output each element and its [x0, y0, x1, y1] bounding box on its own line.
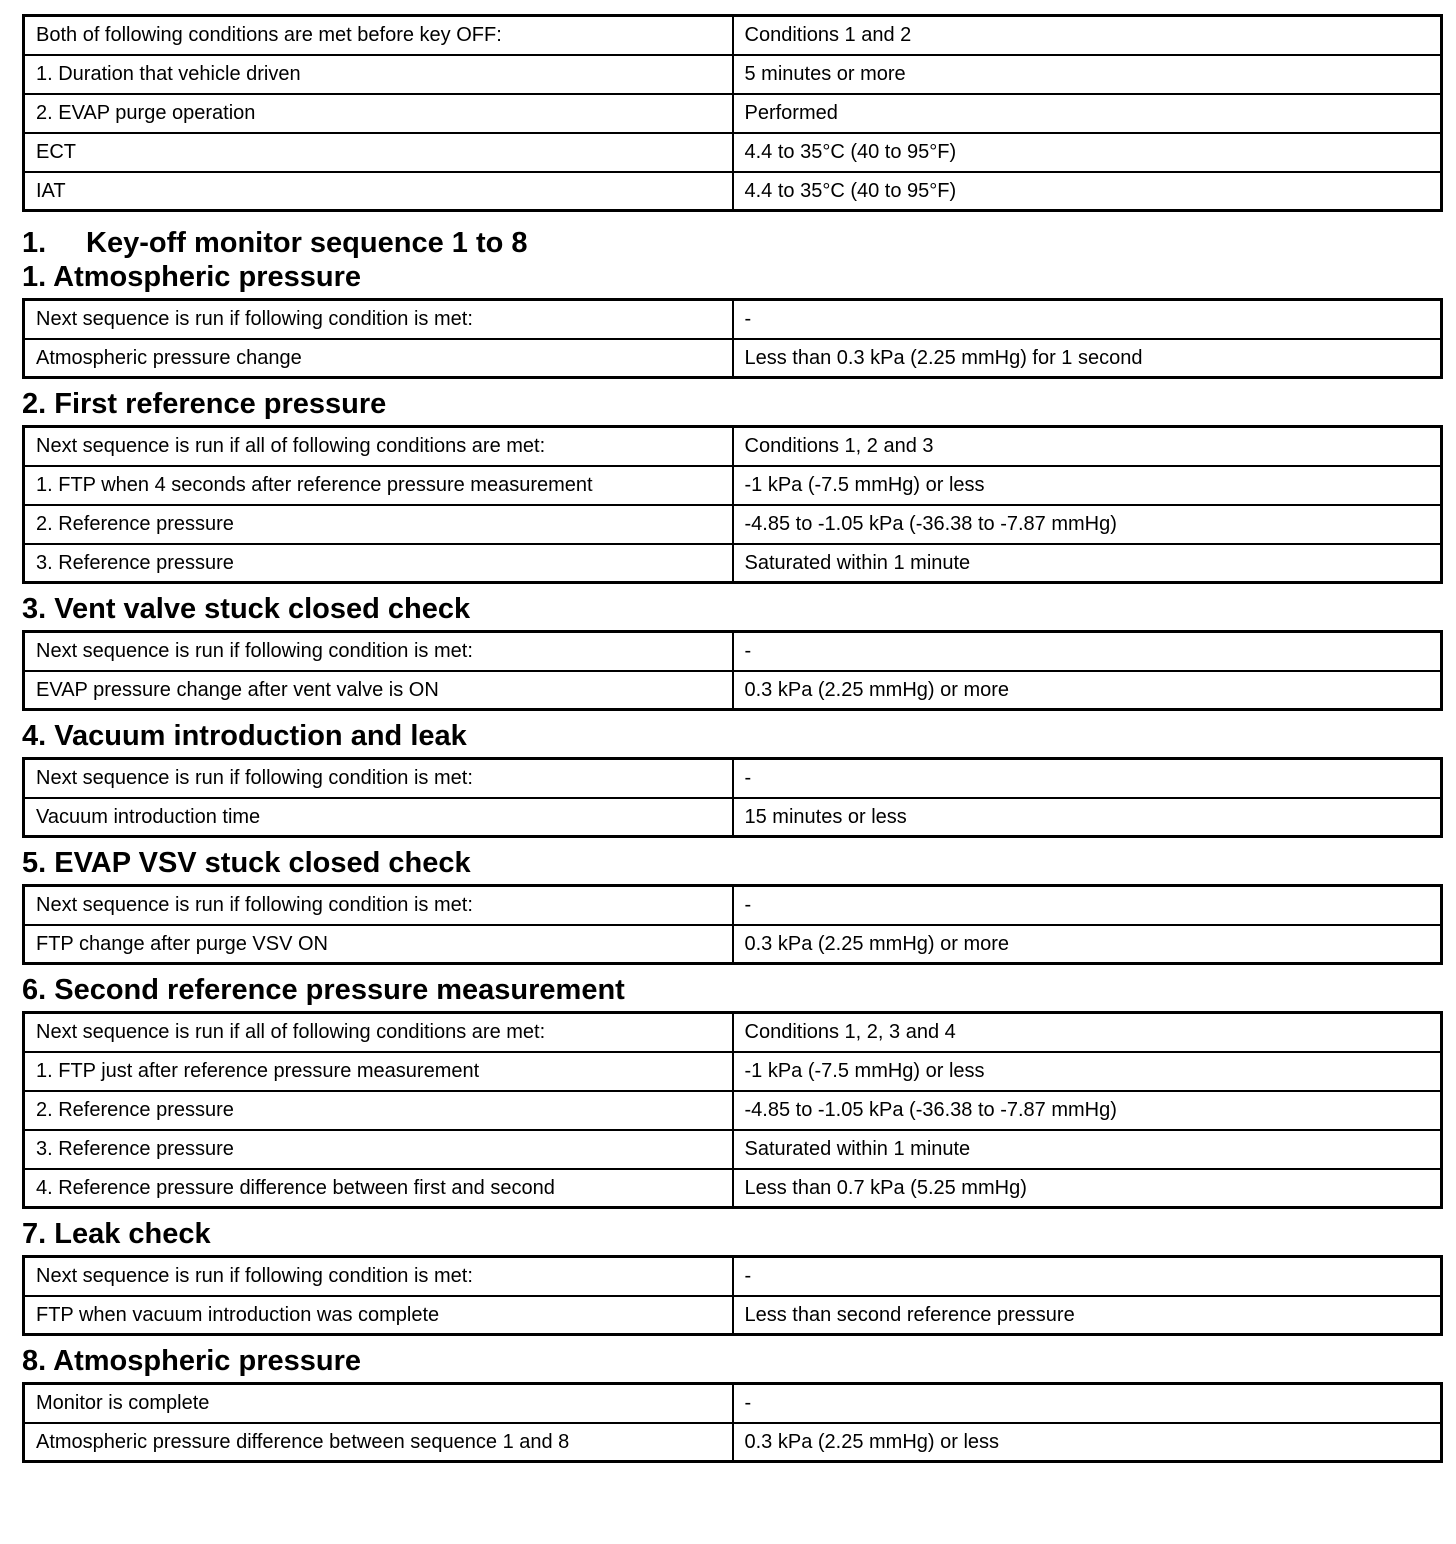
- condition-cell: Next sequence is run if all of following conditions are met:: [24, 427, 733, 466]
- condition-cell: Next sequence is run if following condition is met:: [24, 300, 733, 339]
- section-title: 5. EVAP VSV stuck closed check: [22, 847, 471, 879]
- value-cell: -4.85 to -1.05 kPa (-36.38 to -7.87 mmHg): [733, 1091, 1442, 1130]
- condition-cell: Atmospheric pressure change: [24, 339, 733, 378]
- table-row: [24, 1257, 1442, 1296]
- condition-cell: Next sequence is run if following condition is met:: [24, 1257, 733, 1296]
- table-row: [24, 505, 1442, 544]
- table-row: [24, 1013, 1442, 1052]
- condition-cell: 2. EVAP purge operation: [24, 94, 733, 133]
- section-title: 7. Leak check: [22, 1218, 211, 1250]
- condition-cell: Vacuum introduction time: [24, 798, 733, 837]
- main-heading-number: 1.: [22, 227, 47, 259]
- condition-cell: Next sequence is run if following condition is met:: [24, 632, 733, 671]
- condition-cell: 1. Duration that vehicle driven: [24, 55, 733, 94]
- condition-cell: 1. FTP when 4 seconds after reference pressure measurement: [24, 466, 733, 505]
- table-row: [24, 1091, 1442, 1130]
- value-cell: -1 kPa (-7.5 mmHg) or less: [733, 466, 1442, 505]
- value-cell: Conditions 1 and 2: [733, 16, 1442, 55]
- sequence-table: [22, 884, 1443, 965]
- value-cell: Performed: [733, 94, 1442, 133]
- table-row: [24, 427, 1442, 466]
- value-cell: Less than second reference pressure: [733, 1296, 1442, 1335]
- table-row: [24, 798, 1442, 837]
- value-cell: Less than 0.3 kPa (2.25 mmHg) for 1 second: [733, 339, 1442, 378]
- section-title: 8. Atmospheric pressure: [22, 1345, 361, 1377]
- table-row: [24, 759, 1442, 798]
- value-cell: 0.3 kPa (2.25 mmHg) or more: [733, 671, 1442, 710]
- section-title: 3. Vent valve stuck closed check: [22, 593, 471, 625]
- table-row: [24, 339, 1442, 378]
- table-row: [24, 1052, 1442, 1091]
- condition-cell: Next sequence is run if following condition is met:: [24, 759, 733, 798]
- condition-cell: 3. Reference pressure: [24, 1130, 733, 1169]
- table-row: [24, 466, 1442, 505]
- value-cell: 4.4 to 35°C (40 to 95°F): [733, 133, 1442, 172]
- value-cell: -4.85 to -1.05 kPa (-36.38 to -7.87 mmHg): [733, 505, 1442, 544]
- condition-cell: FTP change after purge VSV ON: [24, 925, 733, 964]
- table-row: [24, 886, 1442, 925]
- value-cell: 5 minutes or more: [733, 55, 1442, 94]
- condition-cell: 3. Reference pressure: [24, 544, 733, 583]
- table-row: [24, 300, 1442, 339]
- sequence-table: [22, 298, 1443, 379]
- intro-conditions-table: [22, 14, 1443, 212]
- condition-cell: FTP when vacuum introduction was complete: [24, 1296, 733, 1335]
- table-row: [24, 1296, 1442, 1335]
- value-cell: Saturated within 1 minute: [733, 544, 1442, 583]
- table-row: [24, 16, 1442, 55]
- table-row: [24, 1169, 1442, 1208]
- condition-cell: 2. Reference pressure: [24, 1091, 733, 1130]
- condition-cell: IAT: [24, 172, 733, 211]
- main-heading-text: Key-off monitor sequence 1 to 8: [86, 227, 528, 259]
- value-cell: 4.4 to 35°C (40 to 95°F): [733, 172, 1442, 211]
- table-row: [24, 544, 1442, 583]
- value-cell: -: [733, 1384, 1442, 1423]
- condition-cell: 2. Reference pressure: [24, 505, 733, 544]
- section-title: 1. Atmospheric pressure: [22, 261, 361, 293]
- table-row: [24, 1130, 1442, 1169]
- table-row: [24, 55, 1442, 94]
- sequence-table: [22, 425, 1443, 584]
- condition-cell: Both of following conditions are met before key OFF:: [24, 16, 733, 55]
- table-row: [24, 1384, 1442, 1423]
- table-row: [24, 94, 1442, 133]
- condition-cell: Next sequence is run if following condition is met:: [24, 886, 733, 925]
- section-title: 6. Second reference pressure measurement: [22, 974, 625, 1006]
- document: [22, 14, 1440, 1463]
- sequence-table: [22, 1382, 1443, 1463]
- section-title: 4. Vacuum introduction and leak: [22, 720, 467, 752]
- condition-cell: Monitor is complete: [24, 1384, 733, 1423]
- value-cell: -: [733, 759, 1442, 798]
- table-row: [24, 671, 1442, 710]
- value-cell: Saturated within 1 minute: [733, 1130, 1442, 1169]
- section-title: 2. First reference pressure: [22, 388, 387, 420]
- table-row: [24, 133, 1442, 172]
- value-cell: 0.3 kPa (2.25 mmHg) or less: [733, 1423, 1442, 1462]
- value-cell: -: [733, 1257, 1442, 1296]
- table-row: [24, 172, 1442, 211]
- value-cell: -: [733, 632, 1442, 671]
- condition-cell: EVAP pressure change after vent valve is ON: [24, 671, 733, 710]
- value-cell: 15 minutes or less: [733, 798, 1442, 837]
- sequence-table: [22, 630, 1443, 711]
- value-cell: Conditions 1, 2, 3 and 4: [733, 1013, 1442, 1052]
- value-cell: Conditions 1, 2 and 3: [733, 427, 1442, 466]
- value-cell: -: [733, 886, 1442, 925]
- table-row: [24, 632, 1442, 671]
- value-cell: 0.3 kPa (2.25 mmHg) or more: [733, 925, 1442, 964]
- sequence-table: [22, 1255, 1443, 1336]
- sequence-table: [22, 1011, 1443, 1209]
- condition-cell: ECT: [24, 133, 733, 172]
- value-cell: Less than 0.7 kPa (5.25 mmHg): [733, 1169, 1442, 1208]
- condition-cell: 4. Reference pressure difference between first and second: [24, 1169, 733, 1208]
- value-cell: -: [733, 300, 1442, 339]
- table-row: [24, 925, 1442, 964]
- sequence-table: [22, 757, 1443, 838]
- sequence-sections: [22, 260, 1440, 1463]
- main-heading: [22, 226, 1440, 260]
- condition-cell: Next sequence is run if all of following conditions are met:: [24, 1013, 733, 1052]
- condition-cell: 1. FTP just after reference pressure measurement: [24, 1052, 733, 1091]
- table-row: [24, 1423, 1442, 1462]
- value-cell: -1 kPa (-7.5 mmHg) or less: [733, 1052, 1442, 1091]
- condition-cell: Atmospheric pressure difference between sequence 1 and 8: [24, 1423, 733, 1462]
